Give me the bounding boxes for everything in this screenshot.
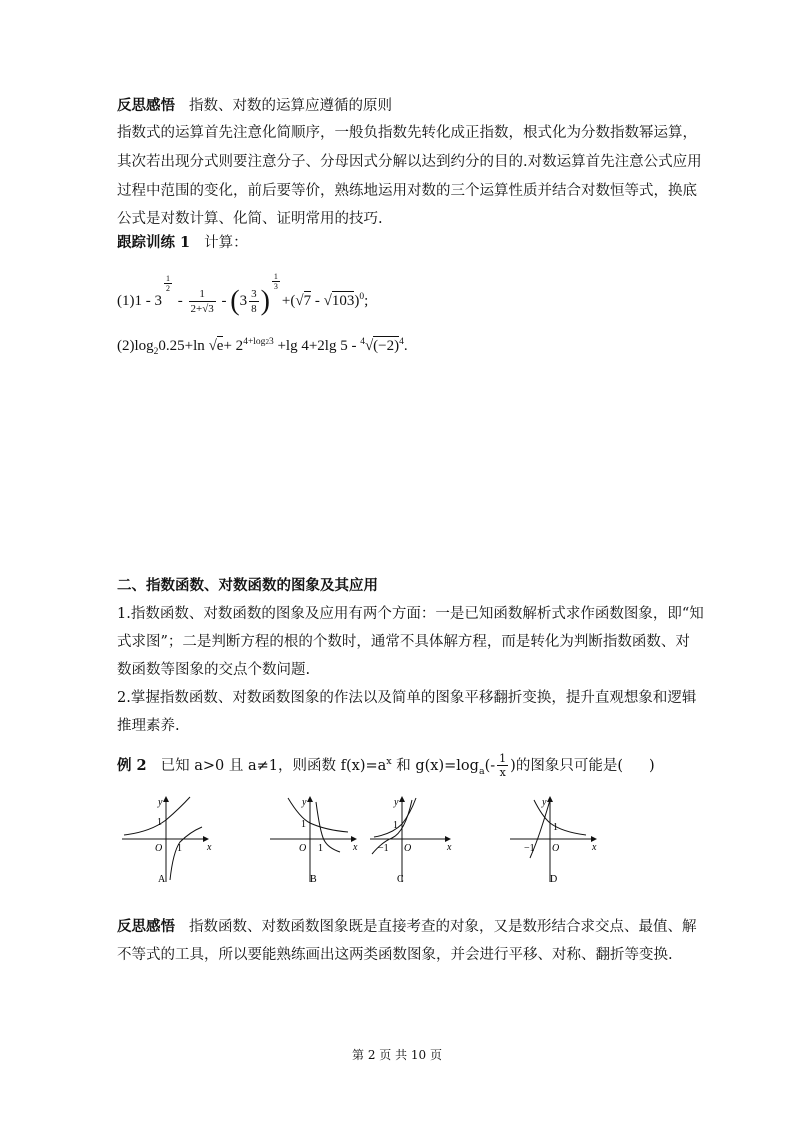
reflection-line: 过程中范围的变化，前后要等价，熟练地运用对数的三个运算性质并结合对数恒等式，换底 [117,183,697,199]
graph-d[interactable] [510,797,597,885]
problem-2: $(2)\log_20.25+\ln$ $√e+ 2^{4+log23} +\lg$ 4+2lg $5 - ^4√(-2)^4$. [117,337,408,357]
reflection-title-line [117,96,392,116]
example-heading: 例 2 [117,757,147,774]
svg-text:1: 1 [301,819,306,830]
graph-label: A [158,874,166,885]
example-2: 例 2 已知 a>0 且 a≠1，则函数 $f(x)=a^x$ 和 $g(x)=\log_a(-$ $\frac{1}{x}$ )的图象只可能是( ) [117,752,655,779]
problem-1: (1)1 - 3 $\frac{1}{2}$ - $\frac{1}{2+√3}$ - (3 $\frac{3}{8}$ ) $\frac{1}{3}$ +(√7 - √103)$^0$; [117,272,369,317]
svg-text:x: x [447,842,452,853]
reflection-line: 指数式的运算首先注意化简顺序，一般负指数先转化成正指数，根式化为分数指数幂运算， [117,125,697,141]
svg-text:x: x [207,842,212,853]
svg-text:y: y [158,797,163,808]
graph-label: B [310,874,317,885]
reflection-2-heading: 反思感悟 [117,918,175,935]
svg-text:−1: −1 [378,843,389,854]
graph-b[interactable] [270,797,358,885]
svg-text:y: y [394,797,399,808]
practice-title-line [117,233,248,253]
reflection-2-line: 不等式的工具，所以要能熟练画出这两类函数图象，并会进行平移、对称、翻折等变换. [117,947,673,963]
page-footer: 第 2 页 共 10 页 [352,1048,442,1062]
option-graphs [110,792,710,892]
reflection-title: 指数、对数的运算应遵循的原则 [189,98,392,114]
section-line: 数函数等图象的交点个数问题. [117,662,311,678]
graph-a[interactable] [122,797,212,885]
svg-text:1: 1 [177,843,182,854]
svg-text:x: x [592,842,597,853]
svg-text:1: 1 [393,820,398,831]
section-line: 推理素养. [117,718,180,734]
practice-heading: 跟踪训练 1 [117,234,191,251]
svg-text:y: y [542,797,547,808]
reflection-line: 公式是对数计算、化简、证明常用的技巧. [117,211,383,227]
reflection-line: 其次若出现分式则要注意分子、分母因式分解以达到约分的目的.对数运算首先注意公式应用 [117,154,702,170]
section-line: 1.指数函数、对数函数的图象及应用有两个方面：一是已知函数解析式求作函数图象，即“知 [117,606,704,622]
svg-text:1: 1 [553,822,558,833]
section-line: 2.掌握指数函数、对数函数图象的作法以及简单的图象平移翻折变换，提升直观想象和逻辑 [117,690,697,706]
svg-text:O: O [299,843,307,854]
svg-text:1: 1 [157,817,162,828]
graph-label: C [397,874,404,885]
svg-text:y: y [302,797,307,808]
reflection-2-line: 反思感悟 指数函数、对数函数图象既是直接考查的对象，又是数形结合求交点、最值、解 [117,918,697,935]
svg-text:x: x [353,842,358,853]
reflection-heading: 反思感悟 [117,97,175,114]
practice-prompt: 计算： [204,235,248,251]
svg-text:O: O [404,843,412,854]
svg-text:O: O [552,843,560,854]
graph-label: D [550,874,558,885]
svg-text:1: 1 [318,843,323,854]
svg-text:O: O [155,843,163,854]
section-line: 式求图”；二是判断方程的根的个数时，通常不具体解方程，而是转化为判断指数函数、对 [117,634,690,650]
graph-c[interactable] [370,797,452,885]
section-title: 二、指数函数、对数函数的图象及其应用 [117,577,378,594]
svg-text:−1: −1 [524,843,535,854]
